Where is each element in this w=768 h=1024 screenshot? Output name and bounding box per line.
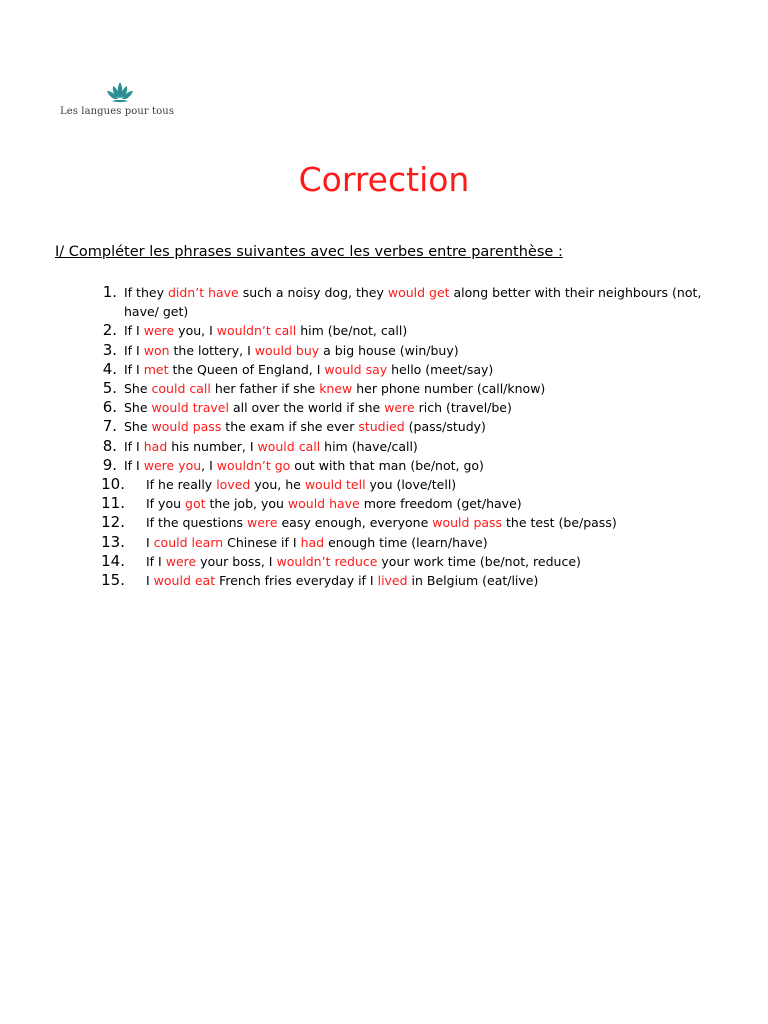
answer-verb: were [143,323,175,339]
item-number: 9. [102,455,117,474]
answer-verb: got [185,496,206,512]
sentence-text: French fries everyday if I [215,573,378,589]
answer-verb: met [143,361,169,377]
answer-verb: were [165,553,197,569]
sentence-text: She [124,381,152,397]
answer-verb: would pass [151,419,222,435]
list-item [0,571,768,590]
list-item [0,283,768,321]
sentence-text: the lottery, I [169,342,255,358]
sentence-text: the Queen of England, I [168,361,325,377]
sentence-text: If he really [146,477,217,493]
item-number: 8. [102,436,117,455]
item-sentence [124,398,709,417]
sentence-text: you, I [174,323,217,339]
page-title: Correction [298,160,470,199]
sentence-text: you (love/tell) [365,477,457,493]
item-number: 11. [101,494,125,513]
answer-verb: could learn [153,534,224,550]
item-sentence [124,437,709,456]
list-item [0,437,768,456]
sentence-text: She [124,400,152,416]
sentence-text: If you [146,496,186,512]
list-item [0,533,768,552]
answer-verb: would buy [254,342,320,358]
sentence-text: in Belgium (eat/live) [407,573,539,589]
answer-verb: would pass [432,515,503,531]
answer-verb: would travel [151,400,229,416]
section-heading: I/ Compléter les phrases suivantes avec les verbes entre parenthèse : [55,244,563,260]
item-sentence [146,494,709,513]
answer-verb: won [143,342,170,358]
answer-verb: wouldn’t call [216,323,297,339]
sentence-text: hello (meet/say) [387,361,494,377]
list-item [0,341,768,360]
sentence-text: a big house (win/buy) [319,342,459,358]
exercise-list [0,283,768,590]
item-number: 1. [102,283,117,301]
sentence-text: If they [124,285,168,300]
sentence-text: more freedom (get/have) [359,496,522,512]
sentence-text: such a noisy dog, they [238,285,388,300]
answer-verb: knew [319,381,353,397]
sentence-text: (pass/study) [404,419,486,435]
answer-verb: wouldn’t reduce [276,553,378,569]
sentence-text: , I [201,457,217,473]
sentence-text: enough time (learn/have) [324,534,488,550]
answer-verb: were [247,515,278,531]
answer-verb: were you [143,457,202,473]
sentence-text: him (have/call) [320,438,418,454]
answer-verb: would say [324,361,388,377]
list-item [0,494,768,513]
item-sentence [124,417,709,436]
list-item [0,398,768,417]
list-item [0,417,768,436]
item-number: 12. [101,513,125,532]
sentence-text: I [146,534,154,550]
list-item [0,475,768,494]
item-sentence [124,360,709,379]
logo-text: Les langues pour tous [60,106,175,117]
sentence-text: Chinese if I [223,534,301,550]
item-sentence [124,456,709,475]
list-item [0,552,768,571]
answer-verb: loved [216,477,251,493]
sentence-text: She [124,419,152,435]
item-number: 15. [101,571,125,590]
sentence-text: the exam if she ever [221,419,359,435]
list-item [0,456,768,475]
answer-verb: could call [151,381,211,397]
answer-verb: would tell [304,477,366,493]
sentence-text: I [146,573,154,589]
answer-verb: would have [287,496,360,512]
item-number: 3. [102,340,117,359]
item-number: 4. [102,359,117,378]
sentence-text: If the questions [146,515,248,531]
answer-verb: would call [257,438,321,454]
list-item [0,513,768,532]
item-number: 10. [101,475,125,494]
answer-verb: studied [358,419,405,435]
answer-verb: were [384,400,415,416]
sentence-text: If I [124,361,144,377]
lotus-icon [104,80,136,106]
sentence-text: If I [124,457,144,473]
item-sentence [146,552,709,571]
sentence-text: the job, you [205,496,288,512]
list-item [0,360,768,379]
answer-verb: wouldn’t go [216,457,291,473]
sentence-text: him (be/not, call) [296,323,408,339]
sentence-text: all over the world if she [228,400,385,416]
item-number: 14. [101,551,125,570]
answer-verb: didn’t have [167,285,239,300]
sentence-text: along better with their neighbours (not, have/ get) [124,285,702,320]
sentence-text: her father if she [210,381,320,397]
sentence-text: your work time (be/not, reduce) [377,553,581,569]
sentence-text: your boss, I [196,553,277,569]
sentence-text: out with that man (be/not, go) [290,457,484,473]
item-sentence [124,379,709,398]
answer-verb: would get [387,285,450,300]
list-item [0,321,768,340]
item-sentence [146,475,709,494]
sentence-text: you, he [250,477,305,493]
item-number: 2. [102,321,117,340]
item-number: 5. [102,379,117,398]
sentence-text: If I [124,342,144,358]
sentence-text: his number, I [167,438,258,454]
brand-logo [60,80,180,122]
item-number: 13. [101,532,125,551]
item-number: 6. [102,398,117,417]
list-item [0,379,768,398]
item-sentence [124,341,709,360]
item-sentence [146,533,709,552]
item-sentence [124,321,709,340]
answer-verb: had [300,534,325,550]
answer-verb: lived [377,573,408,589]
sentence-text: the test (be/pass) [502,515,617,531]
sentence-text: If I [124,323,144,339]
answer-verb: would eat [153,573,216,589]
sentence-text: easy enough, everyone [277,515,433,531]
item-number: 7. [102,417,117,436]
answer-verb: had [143,438,168,454]
sentence-text: her phone number (call/know) [352,381,546,397]
sentence-text: If I [146,553,166,569]
item-sentence [146,571,709,590]
item-sentence [124,283,709,321]
item-sentence [146,513,709,532]
sentence-text: rich (travel/be) [414,400,512,416]
sentence-text: If I [124,438,144,454]
